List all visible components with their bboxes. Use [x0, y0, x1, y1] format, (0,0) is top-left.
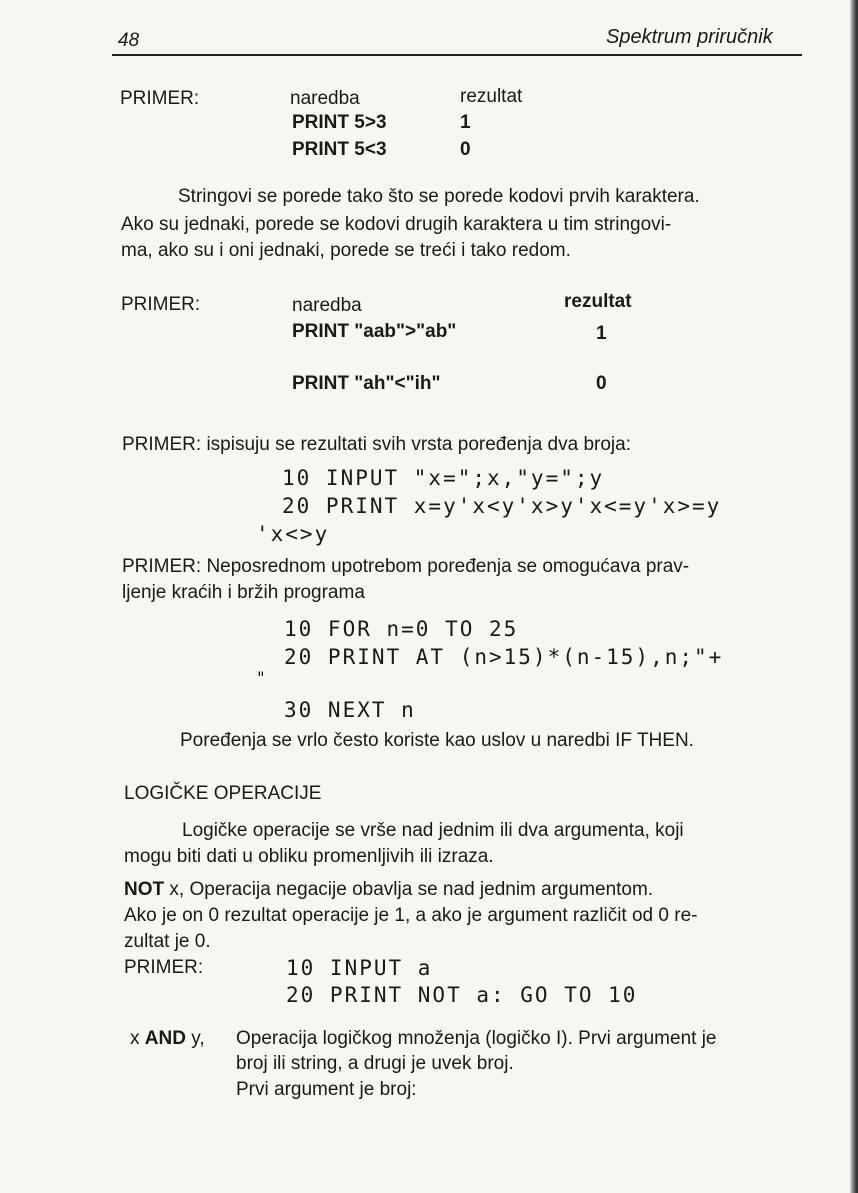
- not-code-line1: 10 INPUT a: [286, 956, 433, 980]
- and-line2: broj ili string, a drugi je uvek broj.: [236, 1053, 514, 1074]
- example3-code-line1: 10 INPUT "x=";x,"y=";y: [282, 466, 605, 490]
- example1-col-command: naredba: [290, 88, 360, 109]
- strings-paragraph-line1: Stringovi se porede tako što se porede kodovi prvih karaktera.: [178, 186, 700, 207]
- example2-row1-command: PRINT "aab">"ab": [292, 321, 457, 342]
- not-line3: zultat je 0.: [124, 931, 211, 952]
- example3-intro: PRIMER: ispisuju se rezultati svih vrsta poređenja dva broja:: [122, 434, 632, 455]
- and-line1: Operacija logičkog množenja (logičko I). Prvi argument je: [236, 1028, 717, 1049]
- not-line1: [124, 879, 653, 901]
- section-intro-line1: Logičke operacije se vrše nad jednim ili dva argumenta, koji: [182, 820, 684, 841]
- not-line1-rest: x, Operacija negacije obavlja se nad jednim argumentom.: [164, 879, 654, 900]
- example1-row2-result: 0: [460, 139, 471, 160]
- example4-code-line2-wrap: ": [256, 668, 268, 687]
- example2-row1-result: 1: [596, 323, 607, 344]
- example3-code-line3: 'x<>y: [256, 522, 330, 546]
- and-arg-y: y,: [191, 1028, 205, 1049]
- not-line2: Ako je on 0 rezultat operacije je 1, a ako je argument različit od 0 re-: [124, 905, 698, 926]
- and-line3: Prvi argument je broj:: [236, 1079, 417, 1100]
- running-title: Spektrum priručnik: [606, 26, 773, 48]
- section-title: LOGIČKE OPERACIJE: [124, 783, 322, 804]
- example1-row1-result: 1: [460, 112, 471, 133]
- example1-row2-command: PRINT 5<3: [292, 139, 387, 160]
- example2-col-result: rezultat: [564, 291, 632, 312]
- example3-code-line2: 20 PRINT x=y'x<y'x>y'x<=y'x>=y: [282, 494, 722, 518]
- example4-line1: PRIMER: Neposrednom upotrebom poređenja se omogućava prav-: [122, 556, 690, 577]
- example4-code-line2: 20 PRINT AT (n>15)*(n-15),n;"+: [284, 645, 724, 669]
- example2-label: PRIMER:: [121, 294, 201, 315]
- example4-after: Poređenja se vrlo često koriste kao uslov u naredbi IF THEN.: [180, 730, 694, 751]
- example4-code-line1: 10 FOR n=0 TO 25: [284, 617, 519, 641]
- page-edge-shadow: [850, 0, 858, 1193]
- strings-paragraph-line3: ma, ako su i oni jednaki, porede se treći i tako redom.: [121, 240, 571, 261]
- header-rule: [112, 54, 802, 56]
- not-example-label: PRIMER:: [124, 957, 204, 978]
- example4-line2: ljenje kraćih i bržih programa: [122, 582, 365, 603]
- section-intro-line2: mogu biti dati u obliku promenljivih ili izraza.: [124, 846, 494, 867]
- and-arg-x: x: [130, 1028, 140, 1049]
- and-keyword: AND: [144, 1028, 186, 1049]
- example2-col-command: naredba: [292, 295, 362, 316]
- example1-row1-command: PRINT 5>3: [292, 112, 387, 133]
- not-keyword: NOT: [124, 879, 165, 900]
- example1-col-result: rezultat: [460, 86, 523, 107]
- and-signature: [130, 1028, 205, 1050]
- not-code-line2: 20 PRINT NOT a: GO TO 10: [286, 983, 638, 1007]
- strings-paragraph-line2: Ako su jednaki, porede se kodovi drugih karaktera u tim stringovi-: [121, 214, 672, 235]
- example1-label: PRIMER:: [120, 88, 200, 109]
- example2-row2-result: 0: [596, 373, 607, 394]
- example4-code-line3: 30 NEXT n: [284, 698, 416, 722]
- page-number: 48: [118, 30, 140, 51]
- example2-row2-command: PRINT "ah"<"ih": [292, 373, 441, 394]
